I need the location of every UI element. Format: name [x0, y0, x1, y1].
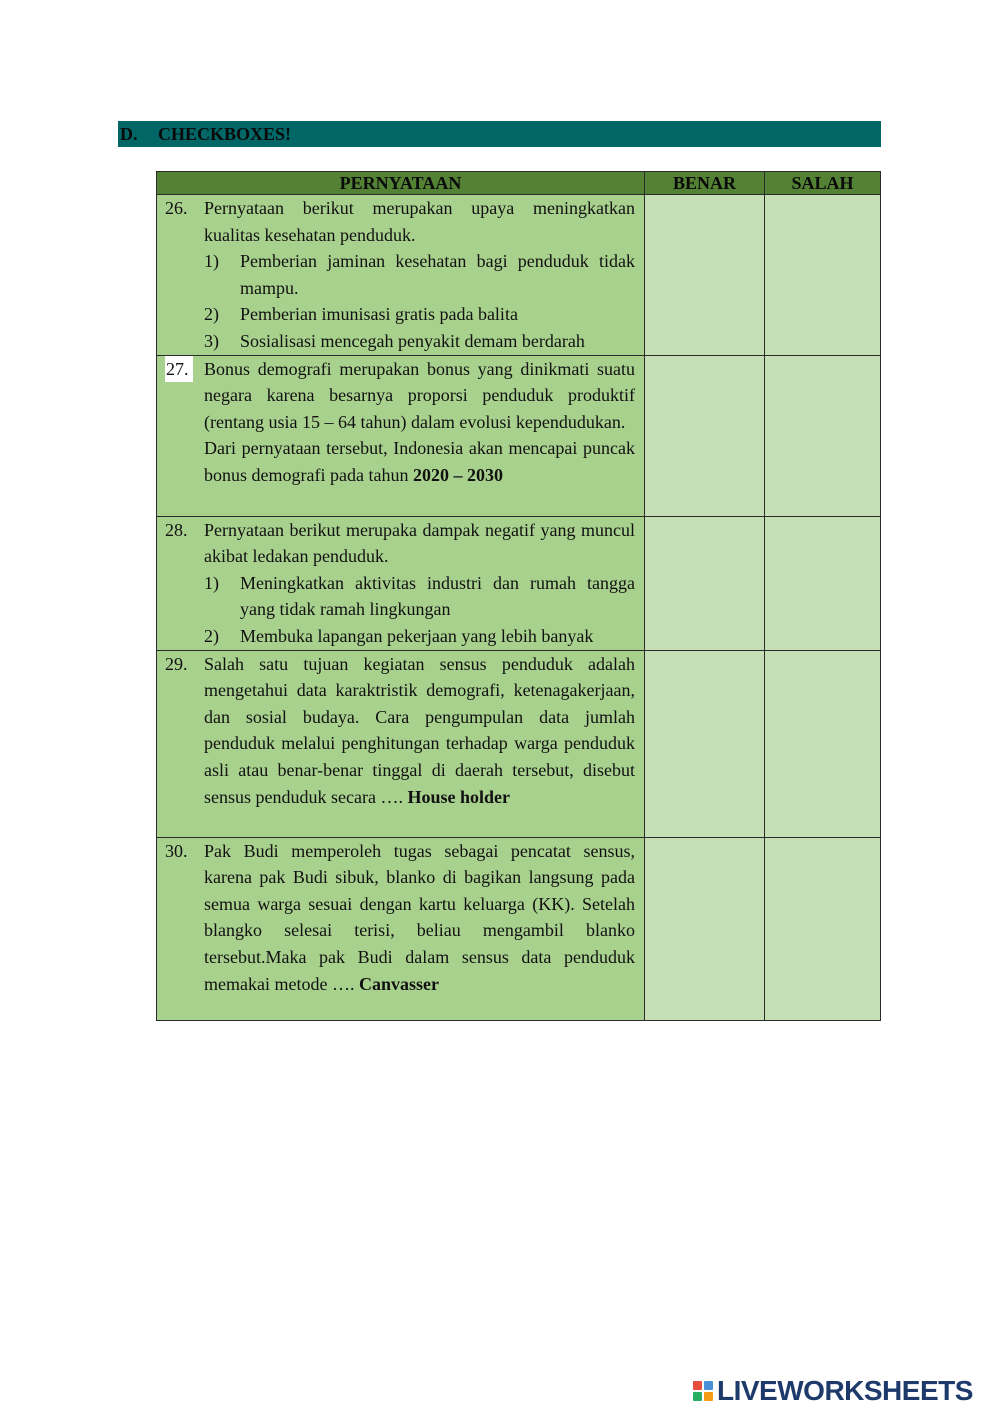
list-item-number: 1) — [204, 251, 219, 272]
statement-cell-29 — [157, 650, 645, 837]
question-body: Salah satu tujuan kegiatan sensus penduduk adalah mengetahui data karaktristik demografi, ketenagakerjaan, dan sosial budaya. Cara pengumpulan data jumlah penduduk melalui penghitungan terhadap warga penduduk asli atau benar-benar tinggal di daerah tersebut, disebut sensus penduduk secara …. — [204, 653, 635, 807]
list-item — [204, 570, 635, 623]
statement-cell-27 — [157, 355, 645, 516]
question-text-30 — [204, 838, 635, 998]
checkbox-false-28[interactable] — [765, 516, 881, 650]
logo-text: LIVEWORKSHEETS — [717, 1375, 973, 1406]
table-row-27 — [157, 355, 881, 516]
question-text-27-conclusion — [204, 435, 635, 488]
statement-cell-28 — [157, 516, 645, 650]
list-item-number: 3) — [204, 330, 219, 351]
question-number-26: 26. — [165, 198, 188, 218]
question-number-30: 30. — [165, 840, 188, 861]
question-number-27: 27. — [165, 356, 193, 383]
checkbox-true-26[interactable] — [645, 195, 765, 356]
table-row-30 — [157, 837, 881, 1020]
list-item-text: Membuka lapangan pekerjaan yang lebih banyak — [240, 625, 594, 646]
question-text-29 — [204, 651, 635, 811]
list-item-text: Pemberian imunisasi gratis pada balita — [240, 304, 518, 325]
question-text-28: Pernyataan berikut merupaka dampak negatif yang muncul akibat ledakan penduduk. — [204, 519, 635, 567]
list-item-number: 2) — [204, 304, 219, 325]
list-item-text: Pemberian jaminan kesehatan bagi penduduk tidak mampu. — [240, 251, 635, 298]
table-row-28 — [157, 516, 881, 650]
list-item-text: Meningkatkan aktivitas industri dan rumah tangga yang tidak ramah lingkungan — [240, 572, 635, 620]
checkbox-true-27[interactable] — [645, 355, 765, 516]
header-true: BENAR — [645, 172, 765, 195]
statements-table — [156, 171, 881, 1021]
section-title: CHECKBOXES! — [158, 123, 292, 144]
conclusion-text: Dari pernyataan tersebut, Indonesia akan mencapai puncak bonus demografi pada tahun — [204, 438, 635, 485]
question-number-29: 29. — [165, 653, 188, 674]
statement-cell-26 — [157, 195, 645, 356]
list-item-number: 2) — [204, 625, 219, 646]
question-text-26: Pernyataan berikut merupakan upaya meningkatkan kualitas kesehatan penduduk. — [204, 198, 635, 245]
table-row-26 — [157, 195, 881, 356]
list-item — [204, 248, 635, 301]
checkbox-true-29[interactable] — [645, 650, 765, 837]
statement-cell-30 — [157, 837, 645, 1020]
checkbox-true-28[interactable] — [645, 516, 765, 650]
logo-grid-icon — [693, 1381, 713, 1401]
logo-square-icon — [693, 1381, 702, 1390]
question-answer: Canvasser — [358, 973, 439, 994]
list-item — [204, 301, 635, 328]
question-number-28: 28. — [165, 519, 188, 540]
table-row-29 — [157, 650, 881, 837]
checkbox-false-30[interactable] — [765, 837, 881, 1020]
header-false: SALAH — [765, 172, 881, 195]
list-item-number: 1) — [204, 572, 219, 593]
checkbox-false-26[interactable] — [765, 195, 881, 356]
question-text-27: Bonus demografi merupakan bonus yang dinikmati suatu negara karena besarnya proporsi penduduk produktif (rentang usia 15 – 64 tahun) dalam evolusi kependudukan. — [204, 358, 635, 432]
question-answer: House holder — [407, 786, 510, 807]
section-header — [118, 121, 881, 147]
table-header-row — [157, 172, 881, 195]
header-statement: PERNYATAAN — [157, 172, 645, 195]
liveworksheets-logo — [693, 1376, 973, 1406]
checkbox-true-30[interactable] — [645, 837, 765, 1020]
logo-square-icon — [693, 1392, 702, 1401]
section-letter: D. — [120, 123, 138, 144]
logo-square-icon — [704, 1381, 713, 1390]
question-body: Pak Budi memperoleh tugas sebagai pencatat sensus, karena pak Budi sibuk, blanko di bagikan langsung pada semua warga sesuai dengan kartu keluarga (KK). Setelah blangko selesai terisi, beliau mengambil blanko tersebut.Maka pak Budi dalam sensus data penduduk memakai metode …. — [204, 840, 635, 994]
logo-square-icon — [704, 1392, 713, 1401]
list-item — [204, 328, 635, 355]
checkbox-false-27[interactable] — [765, 355, 881, 516]
conclusion-answer: 2020 – 2030 — [412, 464, 503, 485]
list-item-text: Sosialisasi mencegah penyakit demam berdarah — [240, 330, 585, 351]
list-item — [204, 623, 635, 650]
checkbox-false-29[interactable] — [765, 650, 881, 837]
